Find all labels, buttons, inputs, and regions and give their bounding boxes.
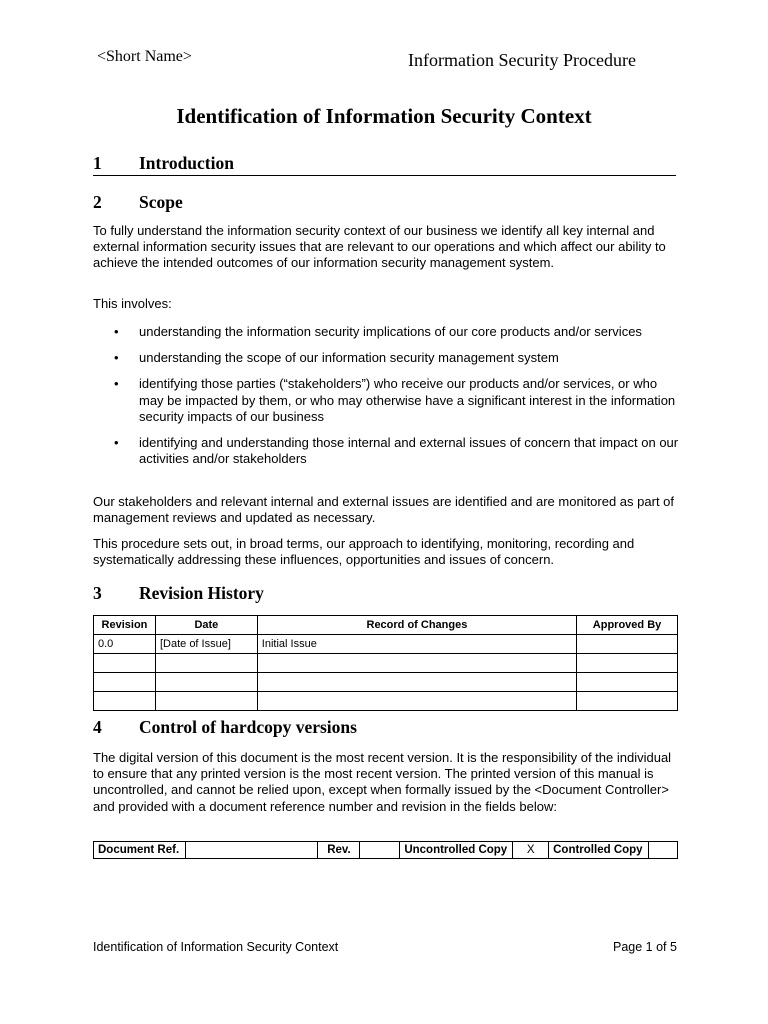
table-cell (155, 654, 257, 673)
table-cell (94, 673, 156, 692)
scope-paragraph-1: To fully understand the information security context of our business we identify all key internal and external information security issues that are relevant to our operations and which affect our ability to achieve the intended outcomes of our information security management system. (93, 223, 666, 271)
uncontrolled-copy-checkbox[interactable]: X (513, 842, 549, 859)
section-number: 2 (93, 192, 102, 212)
footer-document-title: Identification of Information Security Context (93, 940, 339, 954)
column-header-date: Date (155, 616, 257, 635)
section-number: 1 (93, 153, 102, 173)
table-row (94, 842, 678, 859)
table-cell (94, 654, 156, 673)
section-number: 3 (93, 583, 102, 603)
section-3-heading (93, 583, 683, 605)
table-cell (577, 673, 678, 692)
section-number: 4 (93, 717, 102, 737)
list-item (93, 350, 683, 366)
section-2-heading (93, 192, 683, 214)
scope-paragraph-4: This procedure sets out, in broad terms, our approach to identifying, monitoring, recording and systematically addressing these influences, opportunities and issues of concern. (93, 536, 635, 568)
controlled-copy-label: Controlled Copy (549, 842, 649, 859)
scope-paragraph-2: This involves: (93, 296, 172, 311)
section-divider (93, 175, 676, 176)
list-item (93, 435, 683, 467)
table-cell: Initial Issue (257, 635, 576, 654)
header-short-name: <Short Name> (97, 48, 192, 65)
list-item-text: understanding the scope of our information security management system (139, 350, 559, 366)
list-item-text: understanding the information security implications of our core products and/or services (139, 324, 642, 339)
header-document-type: Information Security Procedure (408, 50, 636, 70)
section-title: Introduction (139, 153, 234, 173)
bullet-icon: • (114, 324, 119, 339)
table-cell: 0.0 (94, 635, 156, 654)
table-cell (577, 654, 678, 673)
table-row (94, 635, 678, 654)
table-row (94, 692, 678, 711)
hardcopy-paragraph: The digital version of this document is the most recent version. It is the responsibility of the individual to ensure that any printed version is the most recent version. The printed version of this manual is uncontrolled, and cannot be relied upon, except when formally issued by the <Document Controller> and provided with a document reference number and revision in the fields below: (93, 750, 672, 814)
document-title: Identification of Information Security Context (176, 104, 592, 128)
table-cell (577, 692, 678, 711)
table-header-row (94, 616, 678, 635)
table-cell (155, 692, 257, 711)
scope-paragraph-3: Our stakeholders and relevant internal and external issues are identified and are monitored as part of management reviews and updated as necessary. (93, 494, 675, 526)
bullet-icon: • (114, 435, 119, 451)
list-item (93, 376, 683, 425)
revision-history-table (93, 615, 678, 711)
table-cell (257, 673, 576, 692)
section-title: Control of hardcopy versions (139, 717, 357, 737)
section-title: Scope (139, 192, 183, 212)
bullet-icon: • (114, 376, 119, 392)
document-control-table (93, 841, 678, 859)
uncontrolled-copy-label: Uncontrolled Copy (400, 842, 513, 859)
table-cell (257, 654, 576, 673)
document-ref-label: Document Ref. (94, 842, 186, 859)
footer-page-number: Page 1 of 5 (613, 940, 677, 954)
controlled-copy-checkbox[interactable] (649, 842, 678, 859)
bullet-icon: • (114, 350, 119, 366)
table-row (94, 673, 678, 692)
list-item-text: identifying those parties (“stakeholders”) who receive our products and/or services, or who may be impacted by them, or who may otherwise have a significant interest in the information security impacts of our business (139, 376, 676, 424)
revision-label: Rev. (318, 842, 360, 859)
revision-field[interactable] (360, 842, 400, 859)
table-cell (155, 673, 257, 692)
section-1-heading (93, 153, 683, 175)
column-header-revision: Revision (94, 616, 156, 635)
table-cell (577, 635, 678, 654)
table-row (94, 654, 678, 673)
list-item-text: identifying and understanding those internal and external issues of concern that impact on our activities and/or stakeholders (139, 435, 679, 467)
document-ref-field[interactable] (185, 842, 318, 859)
column-header-approved-by: Approved By (577, 616, 678, 635)
table-cell (257, 692, 576, 711)
column-header-record-of-changes: Record of Changes (257, 616, 576, 635)
table-cell (94, 692, 156, 711)
list-item (93, 324, 683, 340)
scope-bullet-list (93, 324, 683, 477)
section-title: Revision History (139, 583, 264, 603)
table-cell: [Date of Issue] (155, 635, 257, 654)
section-4-heading (93, 717, 683, 739)
